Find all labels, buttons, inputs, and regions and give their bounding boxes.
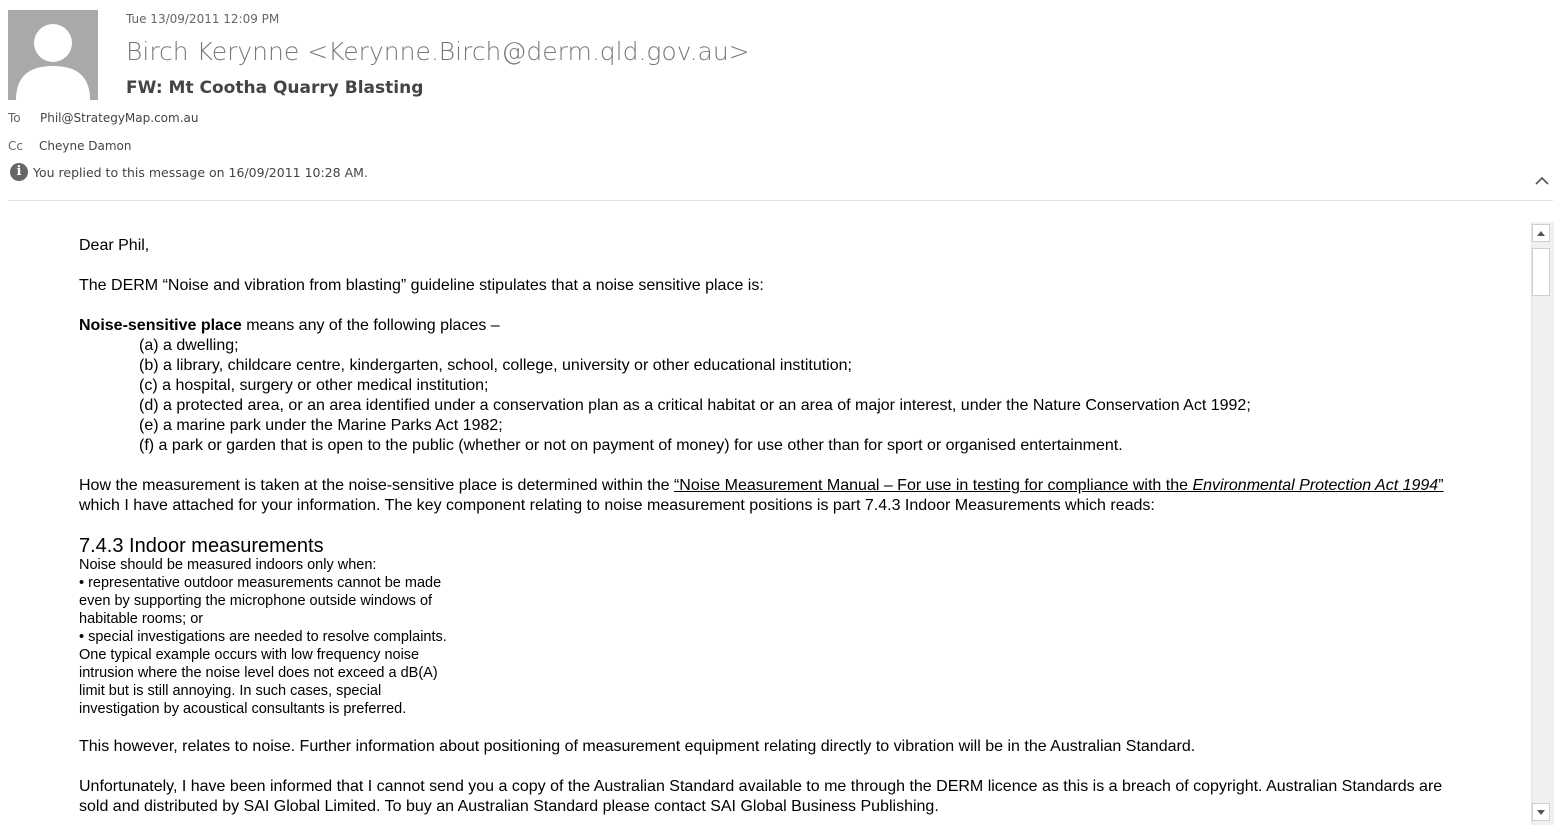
measurement-paragraph bbox=[79, 476, 1519, 496]
quote-line: • representative outdoor measurements cannot be made bbox=[79, 575, 442, 591]
place-item: (e) a marine park under the Marine Parks Act 1982; bbox=[139, 417, 503, 434]
manual-link-italic: Environmental Protection Act 1994 bbox=[1192, 477, 1439, 494]
info-icon: i bbox=[10, 163, 28, 181]
sender-name[interactable]: Birch Kerynne <Kerynne.Birch@derm.qld.gov.au> bbox=[126, 37, 750, 66]
reply-info-text: You replied to this message on 16/09/2011 10:28 AM. bbox=[33, 165, 368, 180]
message-subject: FW: Mt Cootha Quarry Blasting bbox=[126, 78, 424, 98]
definition-text: means any of the following places – bbox=[241, 317, 500, 334]
section-heading: 7.4.3 Indoor measurements bbox=[79, 535, 324, 557]
header-divider bbox=[8, 200, 1553, 201]
intro-paragraph: The DERM “Noise and vibration from blasting” guideline stipulates that a noise sensitive place is: bbox=[79, 277, 764, 294]
vertical-scrollbar[interactable] bbox=[1531, 222, 1554, 825]
measurement-text: How the measurement is taken at the noise-sensitive place is determined within the bbox=[79, 477, 674, 494]
message-header bbox=[0, 0, 1561, 201]
scroll-down-arrow-icon[interactable] bbox=[1532, 803, 1550, 821]
quote-line: habitable rooms; or bbox=[79, 611, 204, 627]
quote-line: even by supporting the microphone outside windows of bbox=[79, 593, 433, 609]
copyright-paragraph: Unfortunately, I have been informed that I cannot send you a copy of the Australian Standard available to me through the DERM licence as this is a breach of copyright. Australian Standards are bbox=[79, 778, 1443, 795]
to-label: To bbox=[8, 111, 21, 125]
message-date: Tue 13/09/2011 12:09 PM bbox=[126, 12, 280, 26]
scroll-up-arrow-icon[interactable] bbox=[1532, 224, 1550, 242]
quote-line: • special investigations are needed to resolve complaints. bbox=[79, 629, 447, 645]
measurement-paragraph-cont: which I have attached for your information. The key component relating to noise measurement positions is part 7.4.3 Indoor Measurements which reads: bbox=[79, 497, 1155, 514]
quote-line: One typical example occurs with low frequency noise bbox=[79, 647, 420, 663]
manual-link-close: ” bbox=[1438, 477, 1444, 494]
place-item: (d) a protected area, or an area identified under a conservation plan as a critical habitat or an area of major interest, under the Nature Conservation Act 1992; bbox=[139, 397, 1251, 414]
message-body bbox=[0, 222, 1530, 835]
place-item: (b) a library, childcare centre, kindergarten, school, college, university or other educational institution; bbox=[139, 357, 852, 374]
copyright-paragraph-cont: sold and distributed by SAI Global Limited. To buy an Australian Standard please contact SAI Global Business Publishing. bbox=[79, 798, 939, 815]
scrollbar-thumb[interactable] bbox=[1532, 248, 1550, 296]
to-recipient[interactable]: Phil@StrategyMap.com.au bbox=[40, 111, 199, 125]
chevron-up-icon[interactable] bbox=[1532, 170, 1552, 190]
manual-link[interactable] bbox=[674, 477, 1444, 494]
quoted-section bbox=[79, 556, 1519, 718]
place-item: (a) a dwelling; bbox=[139, 337, 239, 354]
place-item: (c) a hospital, surgery or other medical institution; bbox=[139, 377, 489, 394]
cc-label: Cc bbox=[8, 139, 23, 153]
person-silhouette-icon bbox=[8, 10, 98, 100]
quote-line: Noise should be measured indoors only when: bbox=[79, 557, 377, 573]
greeting: Dear Phil, bbox=[79, 237, 150, 254]
definition-line bbox=[79, 316, 1519, 336]
cc-recipient[interactable]: Cheyne Damon bbox=[39, 139, 132, 153]
quote-line: intrusion where the noise level does not exceed a dB(A) bbox=[79, 665, 438, 681]
definition-term: Noise-sensitive place bbox=[79, 317, 242, 334]
quote-line: limit but is still annoying. In such cases, special bbox=[79, 683, 382, 699]
sender-avatar[interactable] bbox=[8, 10, 98, 100]
place-item: (f) a park or garden that is open to the public (whether or not on payment of money) for use other than for sport or organised entertainment. bbox=[139, 437, 1123, 454]
message-content bbox=[79, 236, 1519, 817]
quote-line: investigation by acoustical consultants is preferred. bbox=[79, 701, 407, 717]
manual-link-text: “Noise Measurement Manual – For use in testing for compliance with the bbox=[673, 477, 1193, 494]
vibration-paragraph: This however, relates to noise. Further information about positioning of measurement equipment relating directly to vibration will be in the Australian Standard. bbox=[79, 738, 1196, 755]
